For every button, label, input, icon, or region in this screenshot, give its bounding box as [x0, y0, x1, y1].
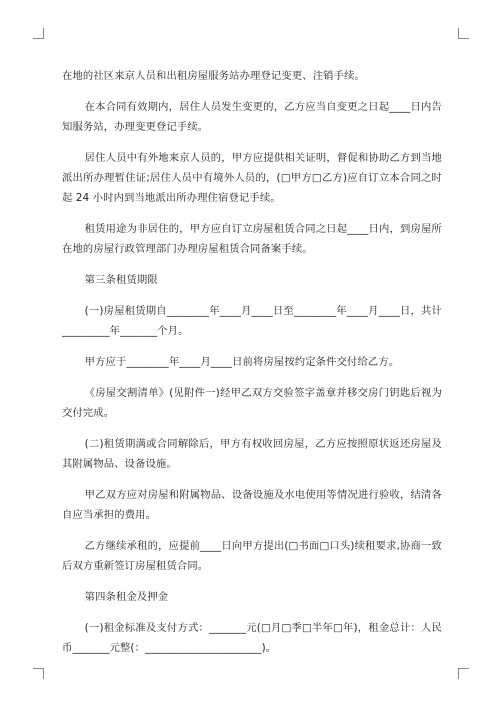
- document-body: [62, 66, 442, 669]
- paragraph-resident-change: 在本合同有效期内，居住人员发生变更的，乙方应当自变更之日起____日内告知服务站，办理变更登记手续。: [62, 101, 442, 133]
- paragraph-handover-list: 《房屋交割清单》(见附件一)经甲乙双方交验签字盖章并移交房门钥匙后视为交付完成。: [62, 387, 442, 419]
- paragraph-lease-period: (一)房屋租赁期自________年____月____日至________年____月____日，共计_________年_______个月。: [62, 305, 442, 337]
- paragraph-rent-standard: (一)租金标准及支付方式：_______元(□月□季□半年□年)，租金总计：人民币_______元整(：______________________)。: [62, 622, 442, 654]
- section-heading-lease-term: 第三条租赁期限: [84, 274, 158, 286]
- paragraph-delivery-date: 甲方应于________年____月____日前将房屋按约定条件交付给乙方。: [84, 356, 400, 368]
- top-left-crop-mark: [33, 28, 44, 39]
- paragraph-inspection-settlement: 甲乙双方应对房屋和附属物品、设备设施及水电使用等情况进行验收，结清各自应当承担的费用。: [62, 489, 442, 521]
- top-right-crop-mark: [458, 28, 469, 39]
- paragraph-registration-change: 在地的社区来京人员和出租房屋服务站办理登记变更、注销手续。: [62, 70, 365, 82]
- section-heading-rent-deposit: 第四条租金及押金: [84, 591, 169, 603]
- paragraph-lease-expiry: (二)租赁期满或合同解除后，甲方有权收回房屋，乙方应按照原状返还房屋及其附属物品、设备设施。: [62, 438, 442, 470]
- bottom-right-crop-mark: [458, 668, 469, 679]
- bottom-left-crop-mark: [33, 668, 44, 679]
- paragraph-non-residential-use: 租赁用途为非居住的，甲方应自订立房屋租赁合同之日起____日内，到房屋所在地的房屋行政管理部门办理房屋租赁合同备案手续。: [62, 223, 442, 255]
- paragraph-outside-residents: 居住人员中有外地来京人员的，甲方应提供相关证明，督促和协助乙方到当地派出所办理暂住证;居住人员中有境外人员的，(□甲方□乙方)应自订立本合同之时起 24 小时内到当地派出所办理住宿登记手续。: [62, 152, 442, 204]
- paragraph-lease-renewal: 乙方继续承租的，应提前____日向甲方提出(□书面□口头)续租要求,协商一致后双方重新签订房屋租赁合同。: [62, 540, 442, 572]
